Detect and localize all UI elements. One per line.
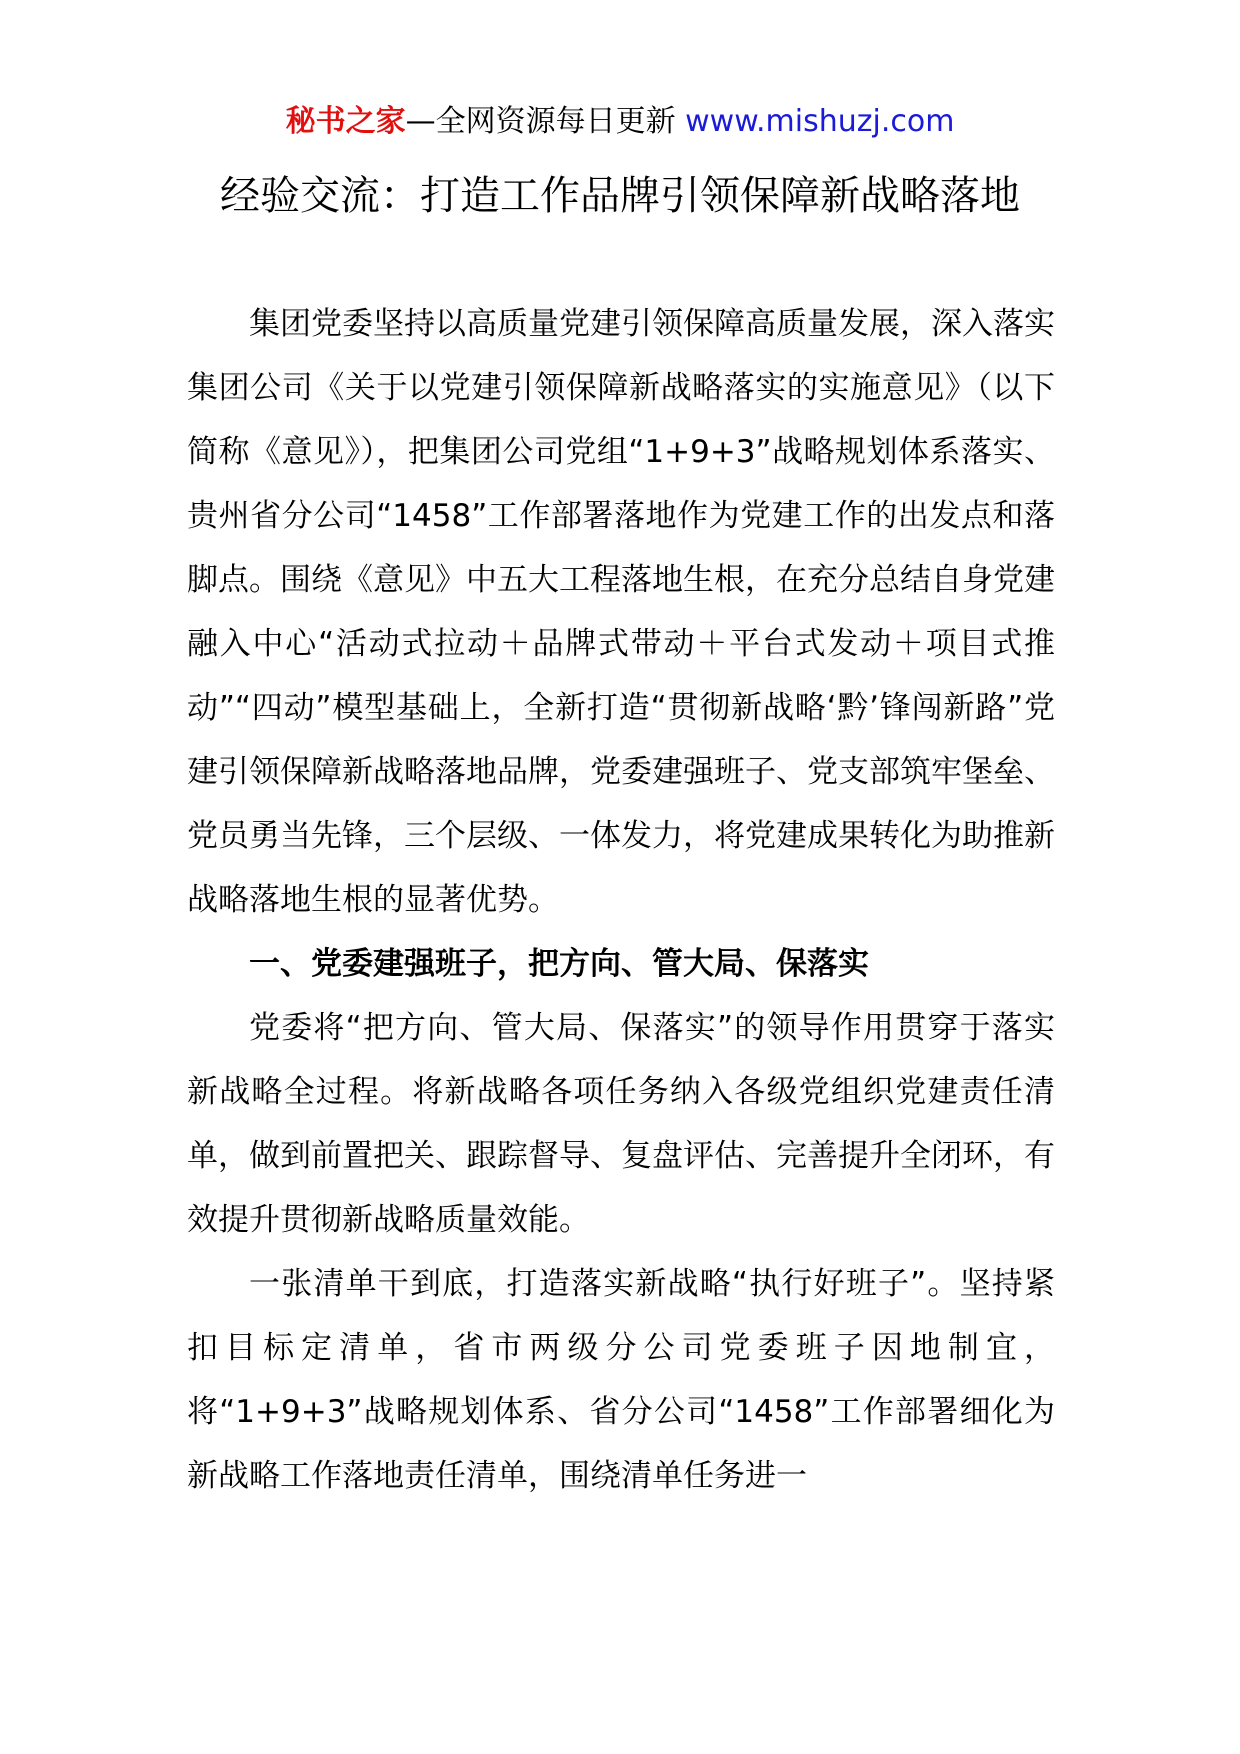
document-body — [187, 292, 1055, 1508]
document-title: 经验交流：打造工作品牌引领保障新战略落地 — [220, 173, 1020, 219]
section-1-paragraph: 党委将“把方向、管大局、保落实”的领导作用贯穿于落实新战略全过程。将新战略各项任务纳入各级党组织党建责任清单，做到前置把关、跟踪督导、复盘评估、完善提升全闭环，有效提升贯彻新战略质量效能。 — [187, 1010, 1055, 1238]
intro-paragraph: 集团党委坚持以高质量党建引领保障高质量发展，深入落实集团公司《关于以党建引领保障新战略落实的实施意见》（以下简称《意见》），把集团公司党组“1+9+3”战略规划体系落实、贵州省分公司“1458”工作部署落地作为党建工作的出发点和落脚点。围绕《意见》中五大工程落地生根，在充分总结自身党建融入中心“活动式拉动＋品牌式带动＋平台式发动＋项目式推动”“四动”模型基础上，全新打造“贯彻新战略‘黔’锋闯新路”党建引领保障新战略落地品牌，党委建强班子、党支部筑牢堡垒、党员勇当先锋，三个层级、一体发力，将党建成果转化为助推新战略落地生根的显著优势。 — [187, 306, 1055, 918]
site-tagline: —全网资源每日更新 — [405, 104, 676, 139]
section-1-paragraph: 一张清单干到底，打造落实新战略“执行好班子”。坚持紧扣目标定清单，省市两级分公司党委班子因地制宜，将“1+9+3”战略规划体系、省分公司“1458”工作部署细化为新战略工作落地责任清单，围绕清单任务进一 — [187, 1266, 1055, 1494]
site-brand: 秘书之家 — [285, 104, 406, 139]
section-1-heading: 一、党委建强班子，把方向、管大局、保落实 — [249, 946, 869, 982]
site-header — [0, 100, 1240, 144]
site-url-link[interactable]: www.mishuzj.com — [685, 104, 955, 139]
